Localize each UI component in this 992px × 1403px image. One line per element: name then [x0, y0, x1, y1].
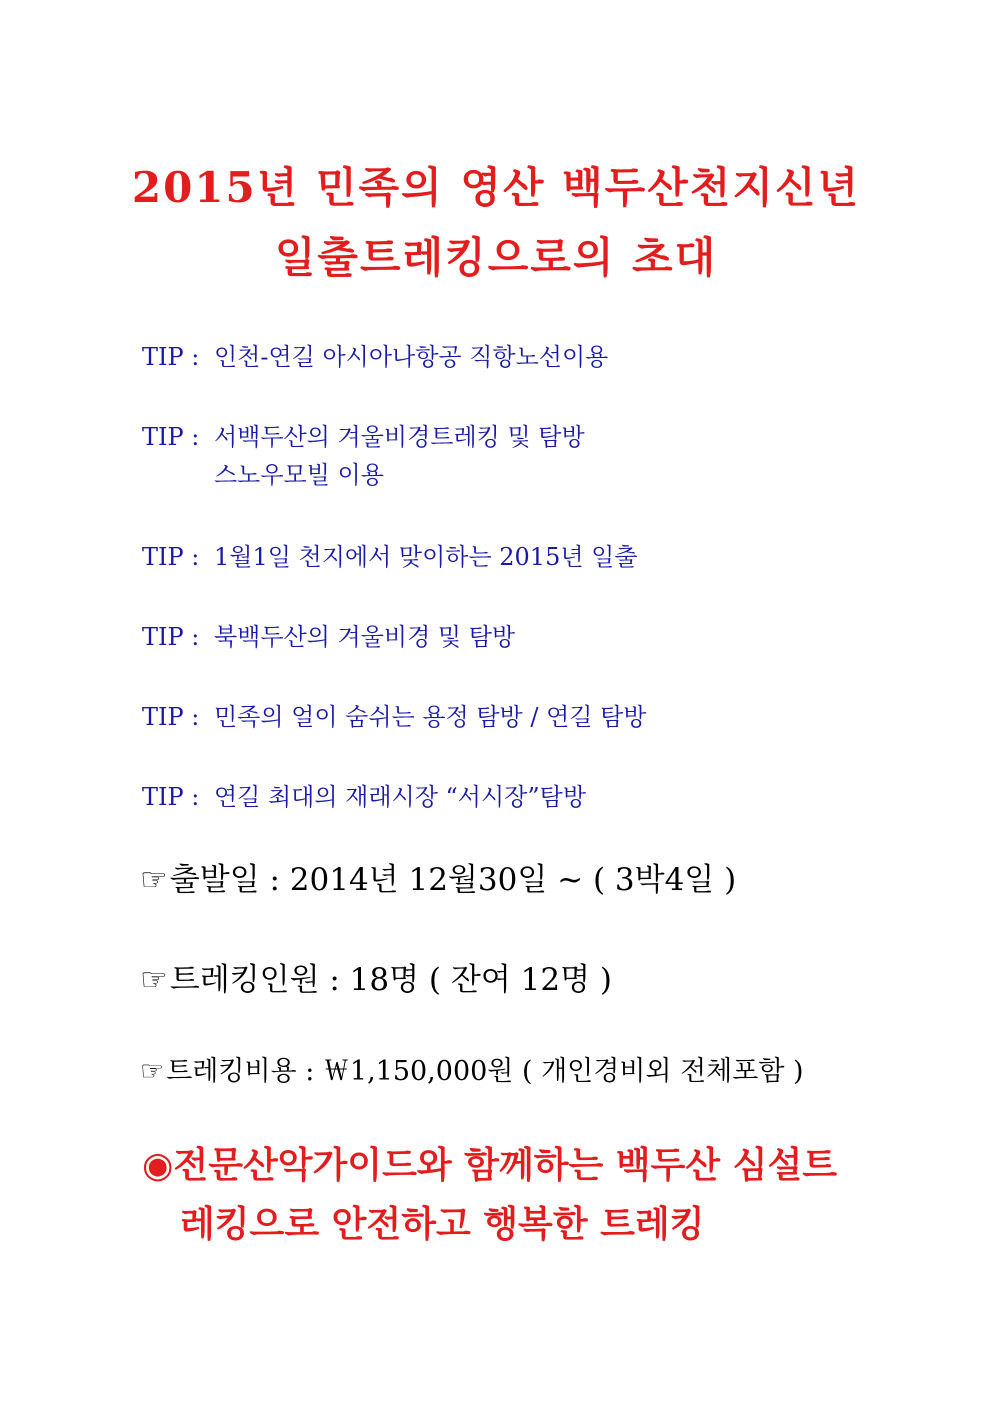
bullseye-icon: ◉: [142, 1145, 174, 1186]
cost-text: 트레킹비용 : ￦1,150,000원 ( 개인경비외 전체포함 ): [166, 1056, 804, 1087]
cost-line: [140, 1052, 804, 1092]
tip-item: [142, 418, 585, 494]
tip-tag: TIP :: [142, 783, 200, 811]
tip-item: [142, 698, 646, 736]
tip-text: 스노우모빌 이용: [214, 461, 384, 489]
guide-note: [142, 1136, 837, 1253]
tip-item: [142, 338, 608, 376]
tip-text: 북백두산의 겨울비경 및 탐방: [214, 623, 516, 651]
page-title-line-2: 일출트레킹으로의 초대: [274, 233, 718, 282]
tip-tag: TIP :: [142, 703, 200, 731]
tip-item: [142, 778, 586, 816]
tip-item: [142, 618, 515, 656]
pointing-hand-icon: ☞: [140, 862, 168, 898]
tip-tag: TIP :: [142, 423, 200, 451]
page-title-line-1: 2015년 민족의 영산 백두산천지신년: [131, 163, 861, 212]
tip-tag: TIP :: [142, 543, 200, 571]
tip-item: [142, 538, 638, 576]
tip-text: 인천-연길 아시아나항공 직항노선이용: [214, 343, 609, 371]
tip-text: 1월1일 천지에서 맞이하는 2015년 일출: [214, 543, 638, 571]
members-text: 트레킹인원 : 18명 ( 잔여 12명 ): [169, 962, 612, 998]
guide-note-line-2: 레킹으로 안전하고 행복한 트레킹: [180, 1203, 705, 1245]
tip-text: 서백두산의 겨울비경트레킹 및 탐방: [214, 423, 585, 451]
guide-note-line-1: 전문산악가이드와 함께하는 백두산 심설트: [173, 1144, 837, 1186]
pointing-hand-icon: ☞: [140, 1056, 165, 1087]
members-line: [140, 958, 612, 1002]
tip-text: 민족의 얼이 숨쉬는 용정 탐방 / 연길 탐방: [214, 703, 647, 731]
tip-tag: TIP :: [142, 343, 200, 371]
tip-tag: TIP :: [142, 623, 200, 651]
tip-text: 연길 최대의 재래시장 “서시장”탐방: [214, 783, 587, 811]
departure-line: [140, 858, 736, 902]
pointing-hand-icon: ☞: [140, 962, 168, 998]
departure-text: 출발일 : 2014년 12월30일 ~ ( 3박4일 ): [169, 862, 737, 898]
